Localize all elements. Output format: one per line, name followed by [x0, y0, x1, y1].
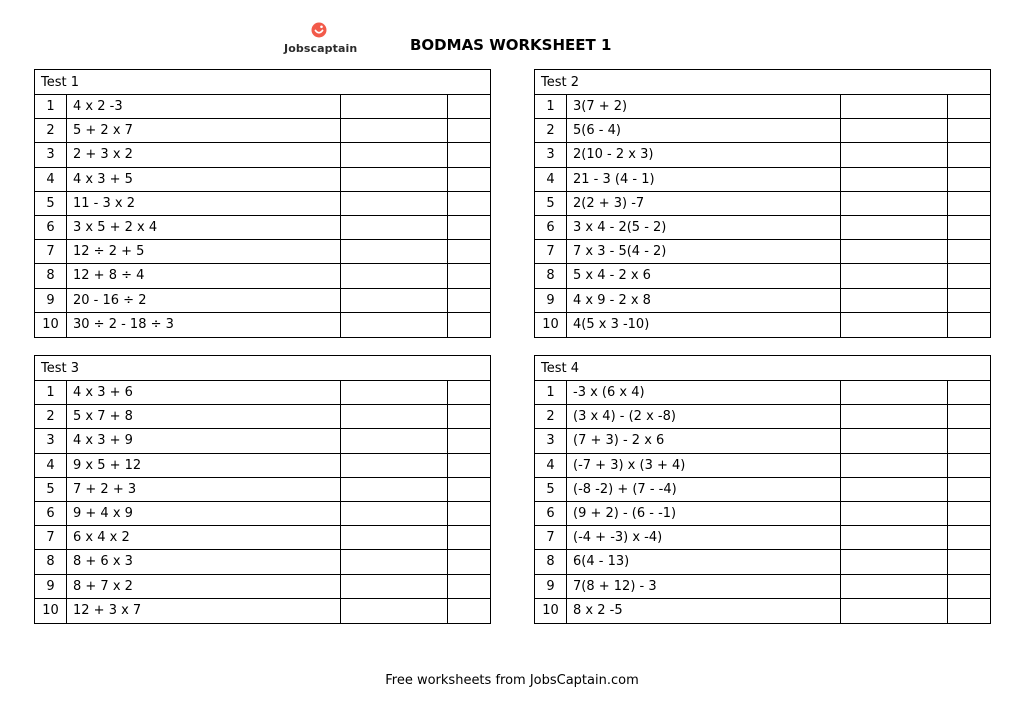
mark-cell[interactable]	[948, 289, 990, 312]
mark-cell[interactable]	[948, 95, 990, 118]
answer-cell[interactable]	[841, 192, 948, 215]
table-row	[535, 405, 990, 429]
mark-cell[interactable]	[448, 502, 490, 525]
jobscaptain-logo-icon	[311, 22, 327, 38]
logo-text: Jobscaptain	[284, 42, 358, 55]
question-number: 3	[35, 429, 67, 452]
table-row	[535, 454, 990, 478]
answer-cell[interactable]	[341, 478, 448, 501]
mark-cell[interactable]	[948, 526, 990, 549]
question-expression: 7 + 2 + 3	[67, 478, 341, 501]
question-expression: 20 - 16 ÷ 2	[67, 289, 341, 312]
mark-cell[interactable]	[948, 405, 990, 428]
question-expression: 4 x 3 + 9	[67, 429, 341, 452]
question-number: 1	[35, 381, 67, 404]
table-row	[535, 240, 990, 264]
answer-cell[interactable]	[841, 168, 948, 191]
answer-cell[interactable]	[841, 95, 948, 118]
mark-cell[interactable]	[948, 478, 990, 501]
table-row	[35, 405, 490, 429]
question-number: 7	[35, 240, 67, 263]
test-3-table	[34, 355, 491, 624]
table-row	[35, 429, 490, 453]
question-expression: 4 x 2 -3	[67, 95, 341, 118]
table-row	[535, 192, 990, 216]
question-number: 3	[35, 143, 67, 166]
question-number: 9	[35, 575, 67, 598]
table-row	[535, 313, 990, 337]
answer-cell[interactable]	[341, 502, 448, 525]
table-row	[535, 502, 990, 526]
question-number: 5	[35, 478, 67, 501]
mark-cell[interactable]	[448, 599, 490, 623]
table-row	[535, 526, 990, 550]
answer-cell[interactable]	[841, 240, 948, 263]
test-rows	[35, 95, 490, 337]
mark-cell[interactable]	[448, 143, 490, 166]
mark-cell[interactable]	[948, 313, 990, 337]
question-number: 2	[35, 405, 67, 428]
mark-cell[interactable]	[948, 216, 990, 239]
answer-cell[interactable]	[341, 240, 448, 263]
answer-cell[interactable]	[341, 526, 448, 549]
mark-cell[interactable]	[448, 526, 490, 549]
mark-cell[interactable]	[448, 454, 490, 477]
mark-cell[interactable]	[448, 216, 490, 239]
question-expression: 4 x 3 + 6	[67, 381, 341, 404]
question-number: 10	[35, 599, 67, 623]
answer-cell[interactable]	[341, 599, 448, 623]
answer-cell[interactable]	[341, 550, 448, 573]
question-expression: 30 ÷ 2 - 18 ÷ 3	[67, 313, 341, 337]
table-row	[35, 575, 490, 599]
question-number: 7	[535, 240, 567, 263]
question-number: 6	[535, 502, 567, 525]
test-title: Test 1	[35, 70, 490, 95]
test-rows	[35, 381, 490, 623]
table-row	[535, 550, 990, 574]
question-number: 10	[535, 313, 567, 337]
table-row	[35, 381, 490, 405]
answer-cell[interactable]	[841, 599, 948, 623]
table-row	[35, 264, 490, 288]
question-expression: 21 - 3 (4 - 1)	[567, 168, 841, 191]
mark-cell[interactable]	[448, 240, 490, 263]
answer-cell[interactable]	[341, 192, 448, 215]
mark-cell[interactable]	[948, 599, 990, 623]
question-expression: 11 - 3 x 2	[67, 192, 341, 215]
question-expression: 12 + 3 x 7	[67, 599, 341, 623]
answer-cell[interactable]	[341, 216, 448, 239]
question-number: 9	[535, 575, 567, 598]
table-row	[535, 168, 990, 192]
mark-cell[interactable]	[448, 289, 490, 312]
table-row	[35, 192, 490, 216]
table-row	[535, 599, 990, 623]
question-number: 8	[35, 264, 67, 287]
question-expression: 2(2 + 3) -7	[567, 192, 841, 215]
table-row	[535, 95, 990, 119]
question-expression: (9 + 2) - (6 - -1)	[567, 502, 841, 525]
question-expression: 3(7 + 2)	[567, 95, 841, 118]
question-number: 6	[35, 216, 67, 239]
table-row	[535, 289, 990, 313]
test-title: Test 2	[535, 70, 990, 95]
answer-cell[interactable]	[841, 429, 948, 452]
mark-cell[interactable]	[948, 550, 990, 573]
mark-cell[interactable]	[448, 575, 490, 598]
table-row	[535, 381, 990, 405]
mark-cell[interactable]	[448, 478, 490, 501]
mark-cell[interactable]	[948, 381, 990, 404]
question-expression: 7(8 + 12) - 3	[567, 575, 841, 598]
question-number: 1	[535, 381, 567, 404]
mark-cell[interactable]	[948, 143, 990, 166]
question-number: 7	[535, 526, 567, 549]
mark-cell[interactable]	[448, 192, 490, 215]
question-number: 10	[535, 599, 567, 623]
answer-cell[interactable]	[341, 119, 448, 142]
mark-cell[interactable]	[948, 119, 990, 142]
question-expression: 5 + 2 x 7	[67, 119, 341, 142]
table-row	[35, 240, 490, 264]
answer-cell[interactable]	[841, 405, 948, 428]
mark-cell[interactable]	[948, 454, 990, 477]
question-expression: 4 x 9 - 2 x 8	[567, 289, 841, 312]
answer-cell[interactable]	[341, 575, 448, 598]
question-number: 5	[35, 192, 67, 215]
table-row	[35, 143, 490, 167]
question-number: 2	[535, 405, 567, 428]
mark-cell[interactable]	[948, 192, 990, 215]
test-title: Test 4	[535, 356, 990, 381]
question-expression: 9 + 4 x 9	[67, 502, 341, 525]
answer-cell[interactable]	[841, 119, 948, 142]
question-expression: 5 x 7 + 8	[67, 405, 341, 428]
question-expression: 4(5 x 3 -10)	[567, 313, 841, 337]
question-expression: (-7 + 3) x (3 + 4)	[567, 454, 841, 477]
question-number: 8	[35, 550, 67, 573]
mark-cell[interactable]	[948, 502, 990, 525]
table-row	[35, 526, 490, 550]
question-expression: 6(4 - 13)	[567, 550, 841, 573]
answer-cell[interactable]	[341, 168, 448, 191]
question-number: 2	[35, 119, 67, 142]
mark-cell[interactable]	[948, 264, 990, 287]
question-number: 1	[35, 95, 67, 118]
answer-cell[interactable]	[341, 454, 448, 477]
answer-cell[interactable]	[341, 429, 448, 452]
answer-cell[interactable]	[841, 264, 948, 287]
table-row	[35, 502, 490, 526]
mark-cell[interactable]	[948, 429, 990, 452]
answer-cell[interactable]	[841, 454, 948, 477]
answer-cell[interactable]	[341, 313, 448, 337]
table-row	[35, 478, 490, 502]
answer-cell[interactable]	[341, 289, 448, 312]
answer-cell[interactable]	[841, 381, 948, 404]
table-row	[35, 95, 490, 119]
answer-cell[interactable]	[841, 502, 948, 525]
mark-cell[interactable]	[448, 95, 490, 118]
test-2-table	[534, 69, 991, 338]
table-row	[35, 289, 490, 313]
question-number: 4	[35, 454, 67, 477]
answer-cell[interactable]	[841, 289, 948, 312]
answer-cell[interactable]	[341, 381, 448, 404]
answer-cell[interactable]	[341, 264, 448, 287]
question-number: 10	[35, 313, 67, 337]
answer-cell[interactable]	[841, 478, 948, 501]
question-number: 9	[535, 289, 567, 312]
answer-cell[interactable]	[341, 143, 448, 166]
table-row	[35, 550, 490, 574]
mark-cell[interactable]	[948, 168, 990, 191]
question-number: 3	[535, 429, 567, 452]
answer-cell[interactable]	[841, 143, 948, 166]
question-number: 5	[535, 478, 567, 501]
question-number: 7	[35, 526, 67, 549]
mark-cell[interactable]	[448, 381, 490, 404]
table-row	[35, 216, 490, 240]
mark-cell[interactable]	[948, 575, 990, 598]
table-row	[535, 264, 990, 288]
table-row	[535, 143, 990, 167]
question-expression: 5 x 4 - 2 x 6	[567, 264, 841, 287]
question-expression: 9 x 5 + 12	[67, 454, 341, 477]
table-row	[535, 429, 990, 453]
table-row	[35, 313, 490, 337]
test-1-table	[34, 69, 491, 338]
question-number: 5	[535, 192, 567, 215]
question-expression: 2 + 3 x 2	[67, 143, 341, 166]
table-row	[535, 575, 990, 599]
answer-cell[interactable]	[341, 405, 448, 428]
mark-cell[interactable]	[448, 429, 490, 452]
question-number: 8	[535, 264, 567, 287]
test-title: Test 3	[35, 356, 490, 381]
worksheet-header	[0, 0, 1024, 66]
page-title: BODMAS WORKSHEET 1	[410, 36, 612, 54]
mark-cell[interactable]	[448, 264, 490, 287]
test-rows	[535, 381, 990, 623]
answer-cell[interactable]	[841, 313, 948, 337]
question-expression: 4 x 3 + 5	[67, 168, 341, 191]
question-expression: 3 x 4 - 2(5 - 2)	[567, 216, 841, 239]
mark-cell[interactable]	[448, 313, 490, 337]
question-number: 8	[535, 550, 567, 573]
table-row	[35, 119, 490, 143]
question-expression: 8 + 6 x 3	[67, 550, 341, 573]
question-expression: -3 x (6 x 4)	[567, 381, 841, 404]
table-row	[35, 599, 490, 623]
question-expression: 8 x 2 -5	[567, 599, 841, 623]
test-rows	[535, 95, 990, 337]
question-expression: (-4 + -3) x -4)	[567, 526, 841, 549]
question-expression: 5(6 - 4)	[567, 119, 841, 142]
answer-cell[interactable]	[841, 550, 948, 573]
jobscaptain-logo	[284, 22, 374, 58]
answer-cell[interactable]	[841, 575, 948, 598]
table-row	[35, 454, 490, 478]
question-number: 3	[535, 143, 567, 166]
question-expression: 12 + 8 ÷ 4	[67, 264, 341, 287]
question-number: 4	[35, 168, 67, 191]
table-row	[535, 478, 990, 502]
question-number: 2	[535, 119, 567, 142]
table-row	[535, 119, 990, 143]
question-expression: 7 x 3 - 5(4 - 2)	[567, 240, 841, 263]
question-number: 6	[535, 216, 567, 239]
question-expression: 12 ÷ 2 + 5	[67, 240, 341, 263]
question-number: 1	[535, 95, 567, 118]
footer-credit: Free worksheets from JobsCaptain.com	[385, 673, 639, 688]
question-expression: (7 + 3) - 2 x 6	[567, 429, 841, 452]
question-number: 4	[535, 168, 567, 191]
mark-cell[interactable]	[948, 240, 990, 263]
mark-cell[interactable]	[448, 550, 490, 573]
mark-cell[interactable]	[448, 168, 490, 191]
question-expression: (3 x 4) - (2 x -8)	[567, 405, 841, 428]
answer-cell[interactable]	[341, 95, 448, 118]
table-row	[35, 168, 490, 192]
test-4-table	[534, 355, 991, 624]
question-expression: (-8 -2) + (7 - -4)	[567, 478, 841, 501]
question-expression: 6 x 4 x 2	[67, 526, 341, 549]
question-expression: 3 x 5 + 2 x 4	[67, 216, 341, 239]
question-expression: 2(10 - 2 x 3)	[567, 143, 841, 166]
answer-cell[interactable]	[841, 216, 948, 239]
question-expression: 8 + 7 x 2	[67, 575, 341, 598]
question-number: 4	[535, 454, 567, 477]
question-number: 9	[35, 289, 67, 312]
answer-cell[interactable]	[841, 526, 948, 549]
table-row	[535, 216, 990, 240]
mark-cell[interactable]	[448, 119, 490, 142]
mark-cell[interactable]	[448, 405, 490, 428]
question-number: 6	[35, 502, 67, 525]
